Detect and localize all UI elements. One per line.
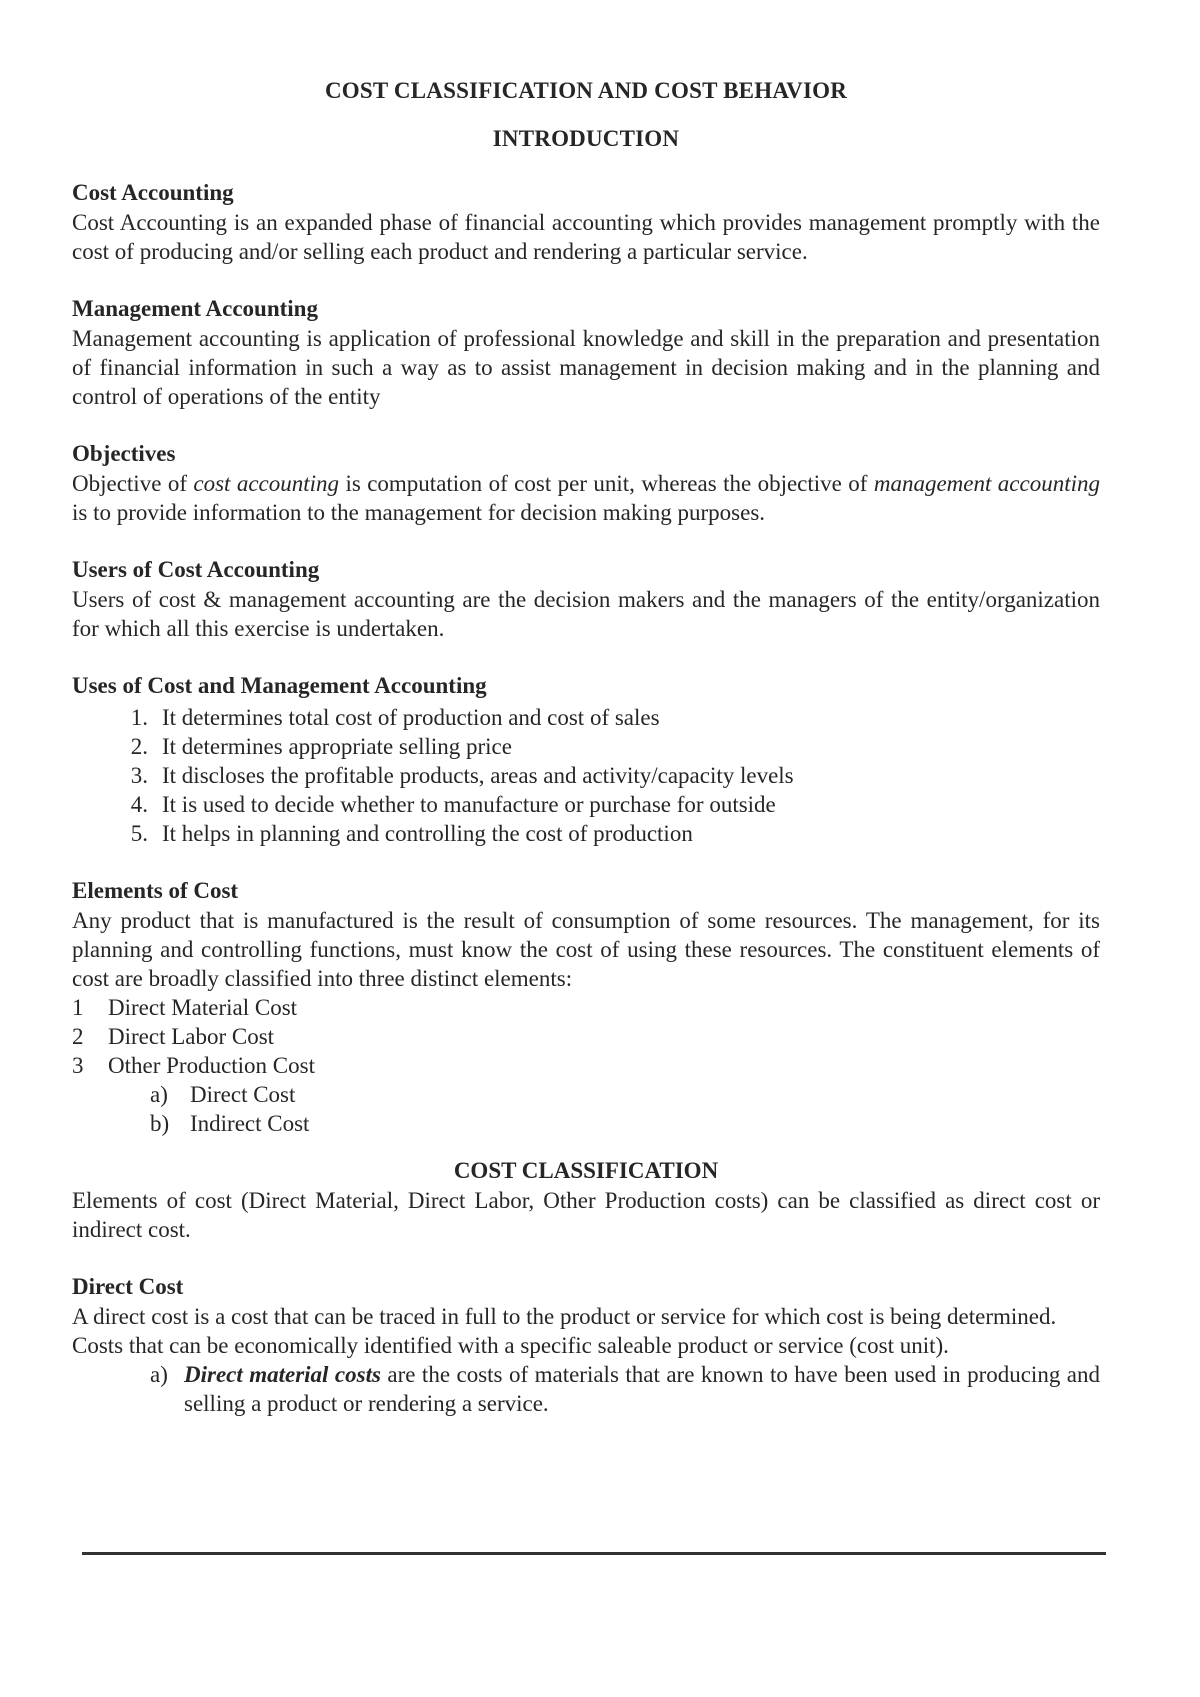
section-heading: Management Accounting xyxy=(72,296,318,321)
objectives-italic-1: cost accounting xyxy=(193,471,340,496)
list-number: 1 xyxy=(72,995,84,1020)
section-paragraph: Any product that is manufactured is the result of consumption of some resources. The management, for its planning and controlling functions, must know the cost of using these resources. The constituent elements of cost are broadly classified into three distinct elements: xyxy=(72,908,1100,991)
section-paragraph: Users of cost & management accounting are the decision makers and the managers of the entity/organization for which all this exercise is undertaken. xyxy=(72,587,1100,641)
section-paragraph: Elements of cost (Direct Material, Direct Labor, Other Production costs) can be classified as direct cost or indirect cost. xyxy=(72,1188,1100,1242)
list-number: 5. xyxy=(130,821,148,846)
list-text: Indirect Cost xyxy=(190,1111,310,1136)
section-cost-accounting xyxy=(72,178,1100,266)
list-text: Direct Labor Cost xyxy=(108,1024,275,1049)
list-letter: a) xyxy=(150,1082,168,1107)
section-paragraph: Management accounting is application of professional knowledge and skill in the preparation and presentation of financial information in such a way as to assist management in decision making and in the planning and control of operations of the entity xyxy=(72,326,1100,409)
document-subtitle: INTRODUCTION xyxy=(492,126,680,151)
list-letter: b) xyxy=(150,1111,170,1136)
list-text: Other Production Cost xyxy=(108,1053,315,1078)
section-heading: Uses of Cost and Management Accounting xyxy=(72,673,487,698)
section-heading: Cost Accounting xyxy=(72,180,234,205)
list-item xyxy=(72,993,1100,1022)
list-item xyxy=(72,1051,1100,1080)
footer-rule xyxy=(82,1552,1106,1555)
list-item xyxy=(72,761,1100,790)
list-text: It determines total cost of production and cost of sales xyxy=(162,705,660,730)
list-item xyxy=(72,703,1100,732)
uses-list xyxy=(72,703,1100,848)
objectives-text-1: Objective of xyxy=(72,471,194,496)
list-text: It is used to decide whether to manufacture or purchase for outside xyxy=(162,792,776,817)
list-item xyxy=(72,1080,1100,1109)
section-cost-classification xyxy=(72,1156,1100,1244)
section-direct-cost xyxy=(72,1272,1100,1418)
section-heading-centered: COST CLASSIFICATION xyxy=(453,1158,719,1183)
list-letter: a) xyxy=(150,1362,168,1387)
section-heading: Users of Cost Accounting xyxy=(72,557,320,582)
list-number: 4. xyxy=(130,792,148,817)
section-uses xyxy=(72,671,1100,848)
list-item xyxy=(72,1022,1100,1051)
list-text: Direct Cost xyxy=(190,1082,296,1107)
list-text xyxy=(184,1360,1100,1418)
section-paragraph: A direct cost is a cost that can be traced in full to the product or service for which cost is being determined. xyxy=(72,1304,1057,1329)
list-text: It discloses the profitable products, areas and activity/capacity levels xyxy=(162,763,794,788)
elements-list xyxy=(72,993,1100,1080)
list-item xyxy=(72,732,1100,761)
section-paragraph: Cost Accounting is an expanded phase of financial accounting which provides management promptly with the cost of producing and/or selling each product and rendering a particular service. xyxy=(72,210,1100,264)
section-objectives xyxy=(72,439,1100,527)
section-management-accounting xyxy=(72,294,1100,411)
section-users xyxy=(72,555,1100,643)
section-heading: Objectives xyxy=(72,441,176,466)
elements-sublist xyxy=(72,1080,1100,1138)
section-paragraph: Costs that can be economically identified with a specific saleable product or service (cost unit). xyxy=(72,1333,949,1358)
list-number: 2. xyxy=(130,734,148,759)
section-paragraph xyxy=(72,469,1100,527)
objectives-text-2: is computation of cost per unit, whereas the objective of xyxy=(339,471,874,496)
list-number: 1. xyxy=(130,705,148,730)
objectives-italic-2: management accounting xyxy=(873,471,1100,496)
objectives-text-3: is to provide information to the management for decision making purposes. xyxy=(72,500,766,525)
list-number: 3 xyxy=(72,1053,84,1078)
list-item xyxy=(72,1109,1100,1138)
direct-material-definition: are the costs of materials that are known to have been used in producing and selling a product or rendering a service. xyxy=(184,1362,1100,1416)
direct-material-term: Direct material costs xyxy=(184,1362,381,1387)
document-title: COST CLASSIFICATION AND COST BEHAVIOR xyxy=(324,78,848,103)
list-item xyxy=(72,1360,1100,1418)
list-item xyxy=(72,819,1100,848)
section-heading: Elements of Cost xyxy=(72,878,239,903)
list-text: Direct Material Cost xyxy=(108,995,298,1020)
section-elements-of-cost xyxy=(72,876,1100,1138)
list-text: It determines appropriate selling price xyxy=(162,734,512,759)
list-number: 3. xyxy=(130,763,148,788)
section-heading: Direct Cost xyxy=(72,1274,184,1299)
list-text: It helps in planning and controlling the cost of production xyxy=(162,821,693,846)
list-number: 2 xyxy=(72,1024,84,1049)
list-item xyxy=(72,790,1100,819)
document-page xyxy=(72,72,1100,1418)
